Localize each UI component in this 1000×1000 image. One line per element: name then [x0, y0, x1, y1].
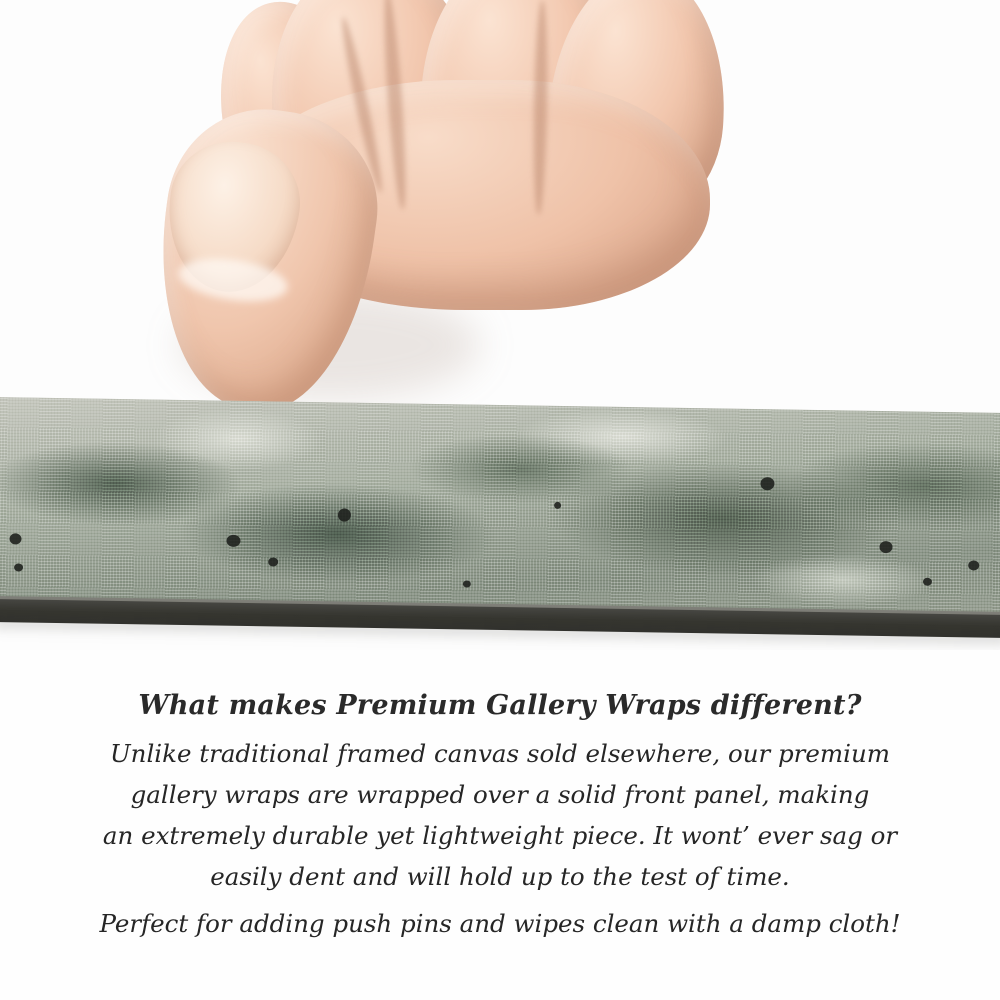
artwork-speck — [268, 557, 278, 566]
artwork-speck — [338, 508, 351, 521]
caption-line-1: Unlike traditional framed canvas sold elsewhere, our premium — [110, 739, 890, 768]
canvas-weave-texture — [0, 397, 1000, 625]
artwork-speck — [226, 535, 240, 547]
artwork-speck — [760, 477, 774, 490]
artwork-speck — [968, 560, 979, 570]
caption-heading: What makes Premium Gallery Wraps different? — [138, 690, 862, 721]
artwork-speck — [554, 502, 561, 509]
caption-line-3: an extremely durable yet lightweight piece. It wont’ ever sag or — [102, 821, 898, 850]
gallery-wrap-canvas-edge — [0, 397, 1000, 625]
caption-line-4: easily dent and will hold up to the test of time. — [210, 862, 790, 891]
hand — [120, 0, 700, 430]
caption-block — [0, 690, 1000, 944]
caption-line-2: gallery wraps are wrapped over a solid front panel, making — [130, 780, 870, 809]
artwork-speck — [14, 563, 23, 571]
artwork-speck — [463, 580, 471, 587]
artwork-speck — [9, 533, 21, 544]
artwork-speck — [923, 578, 932, 586]
caption-last-line: Perfect for adding push pins and wipes clean with a damp cloth! — [99, 909, 901, 938]
